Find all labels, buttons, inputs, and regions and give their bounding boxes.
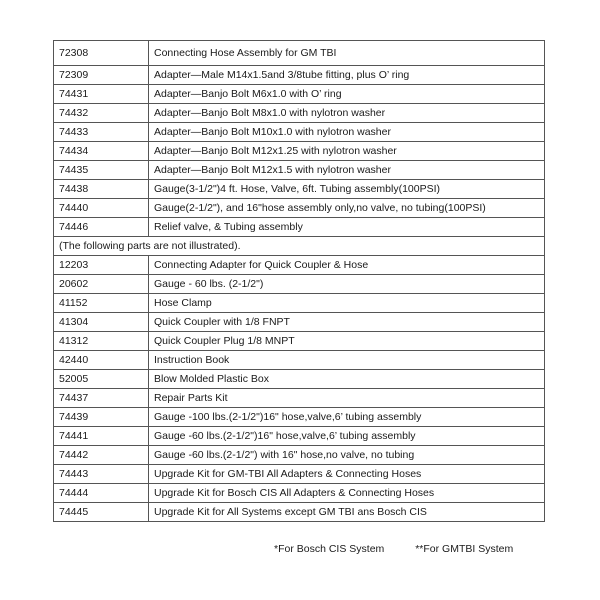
part-number-cell: 72309	[54, 66, 149, 85]
description-cell: Upgrade Kit for GM-TBI All Adapters & Connecting Hoses	[149, 465, 545, 484]
table-row	[54, 389, 545, 408]
part-number-cell: 74441	[54, 427, 149, 446]
part-number-cell: 74442	[54, 446, 149, 465]
table-row	[54, 446, 545, 465]
table-row	[54, 370, 545, 389]
description-cell: Relief valve, & Tubing assembly	[149, 218, 545, 237]
description-cell: Quick Coupler with 1/8 FNPT	[149, 313, 545, 332]
description-cell: Instruction Book	[149, 351, 545, 370]
description-cell: Connecting Adapter for Quick Coupler & Hose	[149, 256, 545, 275]
table-row	[54, 427, 545, 446]
part-number-cell: 20602	[54, 275, 149, 294]
description-cell: Adapter—Banjo Bolt M6x1.0 with O’ ring	[149, 85, 545, 104]
part-number-cell: 74443	[54, 465, 149, 484]
table-row	[54, 351, 545, 370]
part-number-cell: 74437	[54, 389, 149, 408]
part-number-cell: 74433	[54, 123, 149, 142]
footnote-gmtbi: **For GMTBI System	[415, 543, 514, 555]
part-number-cell: 42440	[54, 351, 149, 370]
description-cell: Repair Parts Kit	[149, 389, 545, 408]
table-row	[54, 465, 545, 484]
table-row	[54, 85, 545, 104]
description-cell: Gauge(3-1/2")4 ft. Hose, Valve, 6ft. Tubing assembly(100PSI)	[149, 180, 545, 199]
table-row	[54, 199, 545, 218]
parts-table	[53, 40, 545, 522]
description-cell: Blow Molded Plastic Box	[149, 370, 545, 389]
description-cell: Upgrade Kit for All Systems except GM TBI ans Bosch CIS	[149, 503, 545, 522]
table-row	[54, 503, 545, 522]
table-row	[54, 161, 545, 180]
part-number-cell: 74439	[54, 408, 149, 427]
part-number-cell: 74444	[54, 484, 149, 503]
note-cell: (The following parts are not illustrated).	[54, 237, 545, 256]
description-cell: Adapter—Banjo Bolt M8x1.0 with nylotron washer	[149, 104, 545, 123]
description-cell: Gauge -60 lbs.(2-1/2")16" hose,valve,6’ tubing assembly	[149, 427, 545, 446]
table-row	[54, 41, 545, 66]
description-cell: Upgrade Kit for Bosch CIS All Adapters & Connecting Hoses	[149, 484, 545, 503]
description-cell: Gauge -60 lbs.(2-1/2") with 16" hose,no valve, no tubing	[149, 446, 545, 465]
description-cell: Gauge -100 lbs.(2-1/2")16" hose,valve,6’ tubing assembly	[149, 408, 545, 427]
part-number-cell: 12203	[54, 256, 149, 275]
table-row	[54, 256, 545, 275]
table-row	[54, 484, 545, 503]
table-row	[54, 142, 545, 161]
description-cell: Hose Clamp	[149, 294, 545, 313]
table-row	[54, 408, 545, 427]
part-number-cell: 72308	[54, 41, 149, 66]
parts-table-body	[54, 41, 545, 522]
part-number-cell: 74446	[54, 218, 149, 237]
description-cell: Adapter—Banjo Bolt M12x1.5 with nylotron washer	[149, 161, 545, 180]
table-row	[54, 332, 545, 351]
part-number-cell: 41312	[54, 332, 149, 351]
part-number-cell: 74438	[54, 180, 149, 199]
part-number-cell: 74432	[54, 104, 149, 123]
table-row	[54, 123, 545, 142]
part-number-cell: 74445	[54, 503, 149, 522]
description-cell: Gauge - 60 lbs. (2-1/2")	[149, 275, 545, 294]
description-cell: Quick Coupler Plug 1/8 MNPT	[149, 332, 545, 351]
part-number-cell: 74431	[54, 85, 149, 104]
table-note-row	[54, 237, 545, 256]
footnote-bosch: *For Bosch CIS System	[274, 543, 385, 555]
table-row	[54, 294, 545, 313]
part-number-cell: 41152	[54, 294, 149, 313]
description-cell: Adapter—Male M14x1.5and 3/8tube fitting, plus O’ ring	[149, 66, 545, 85]
table-row	[54, 313, 545, 332]
description-cell: Adapter—Banjo Bolt M10x1.0 with nylotron washer	[149, 123, 545, 142]
part-number-cell: 74434	[54, 142, 149, 161]
description-cell: Gauge(2-1/2"), and 16"hose assembly only,no valve, no tubing(100PSI)	[149, 199, 545, 218]
footer-notes	[274, 543, 513, 555]
part-number-cell: 74440	[54, 199, 149, 218]
description-cell: Connecting Hose Assembly for GM TBI	[149, 41, 545, 66]
table-row	[54, 275, 545, 294]
part-number-cell: 52005	[54, 370, 149, 389]
part-number-cell: 41304	[54, 313, 149, 332]
table-row	[54, 66, 545, 85]
description-cell: Adapter—Banjo Bolt M12x1.25 with nylotron washer	[149, 142, 545, 161]
table-row	[54, 180, 545, 199]
table-row	[54, 104, 545, 123]
table-row	[54, 218, 545, 237]
part-number-cell: 74435	[54, 161, 149, 180]
